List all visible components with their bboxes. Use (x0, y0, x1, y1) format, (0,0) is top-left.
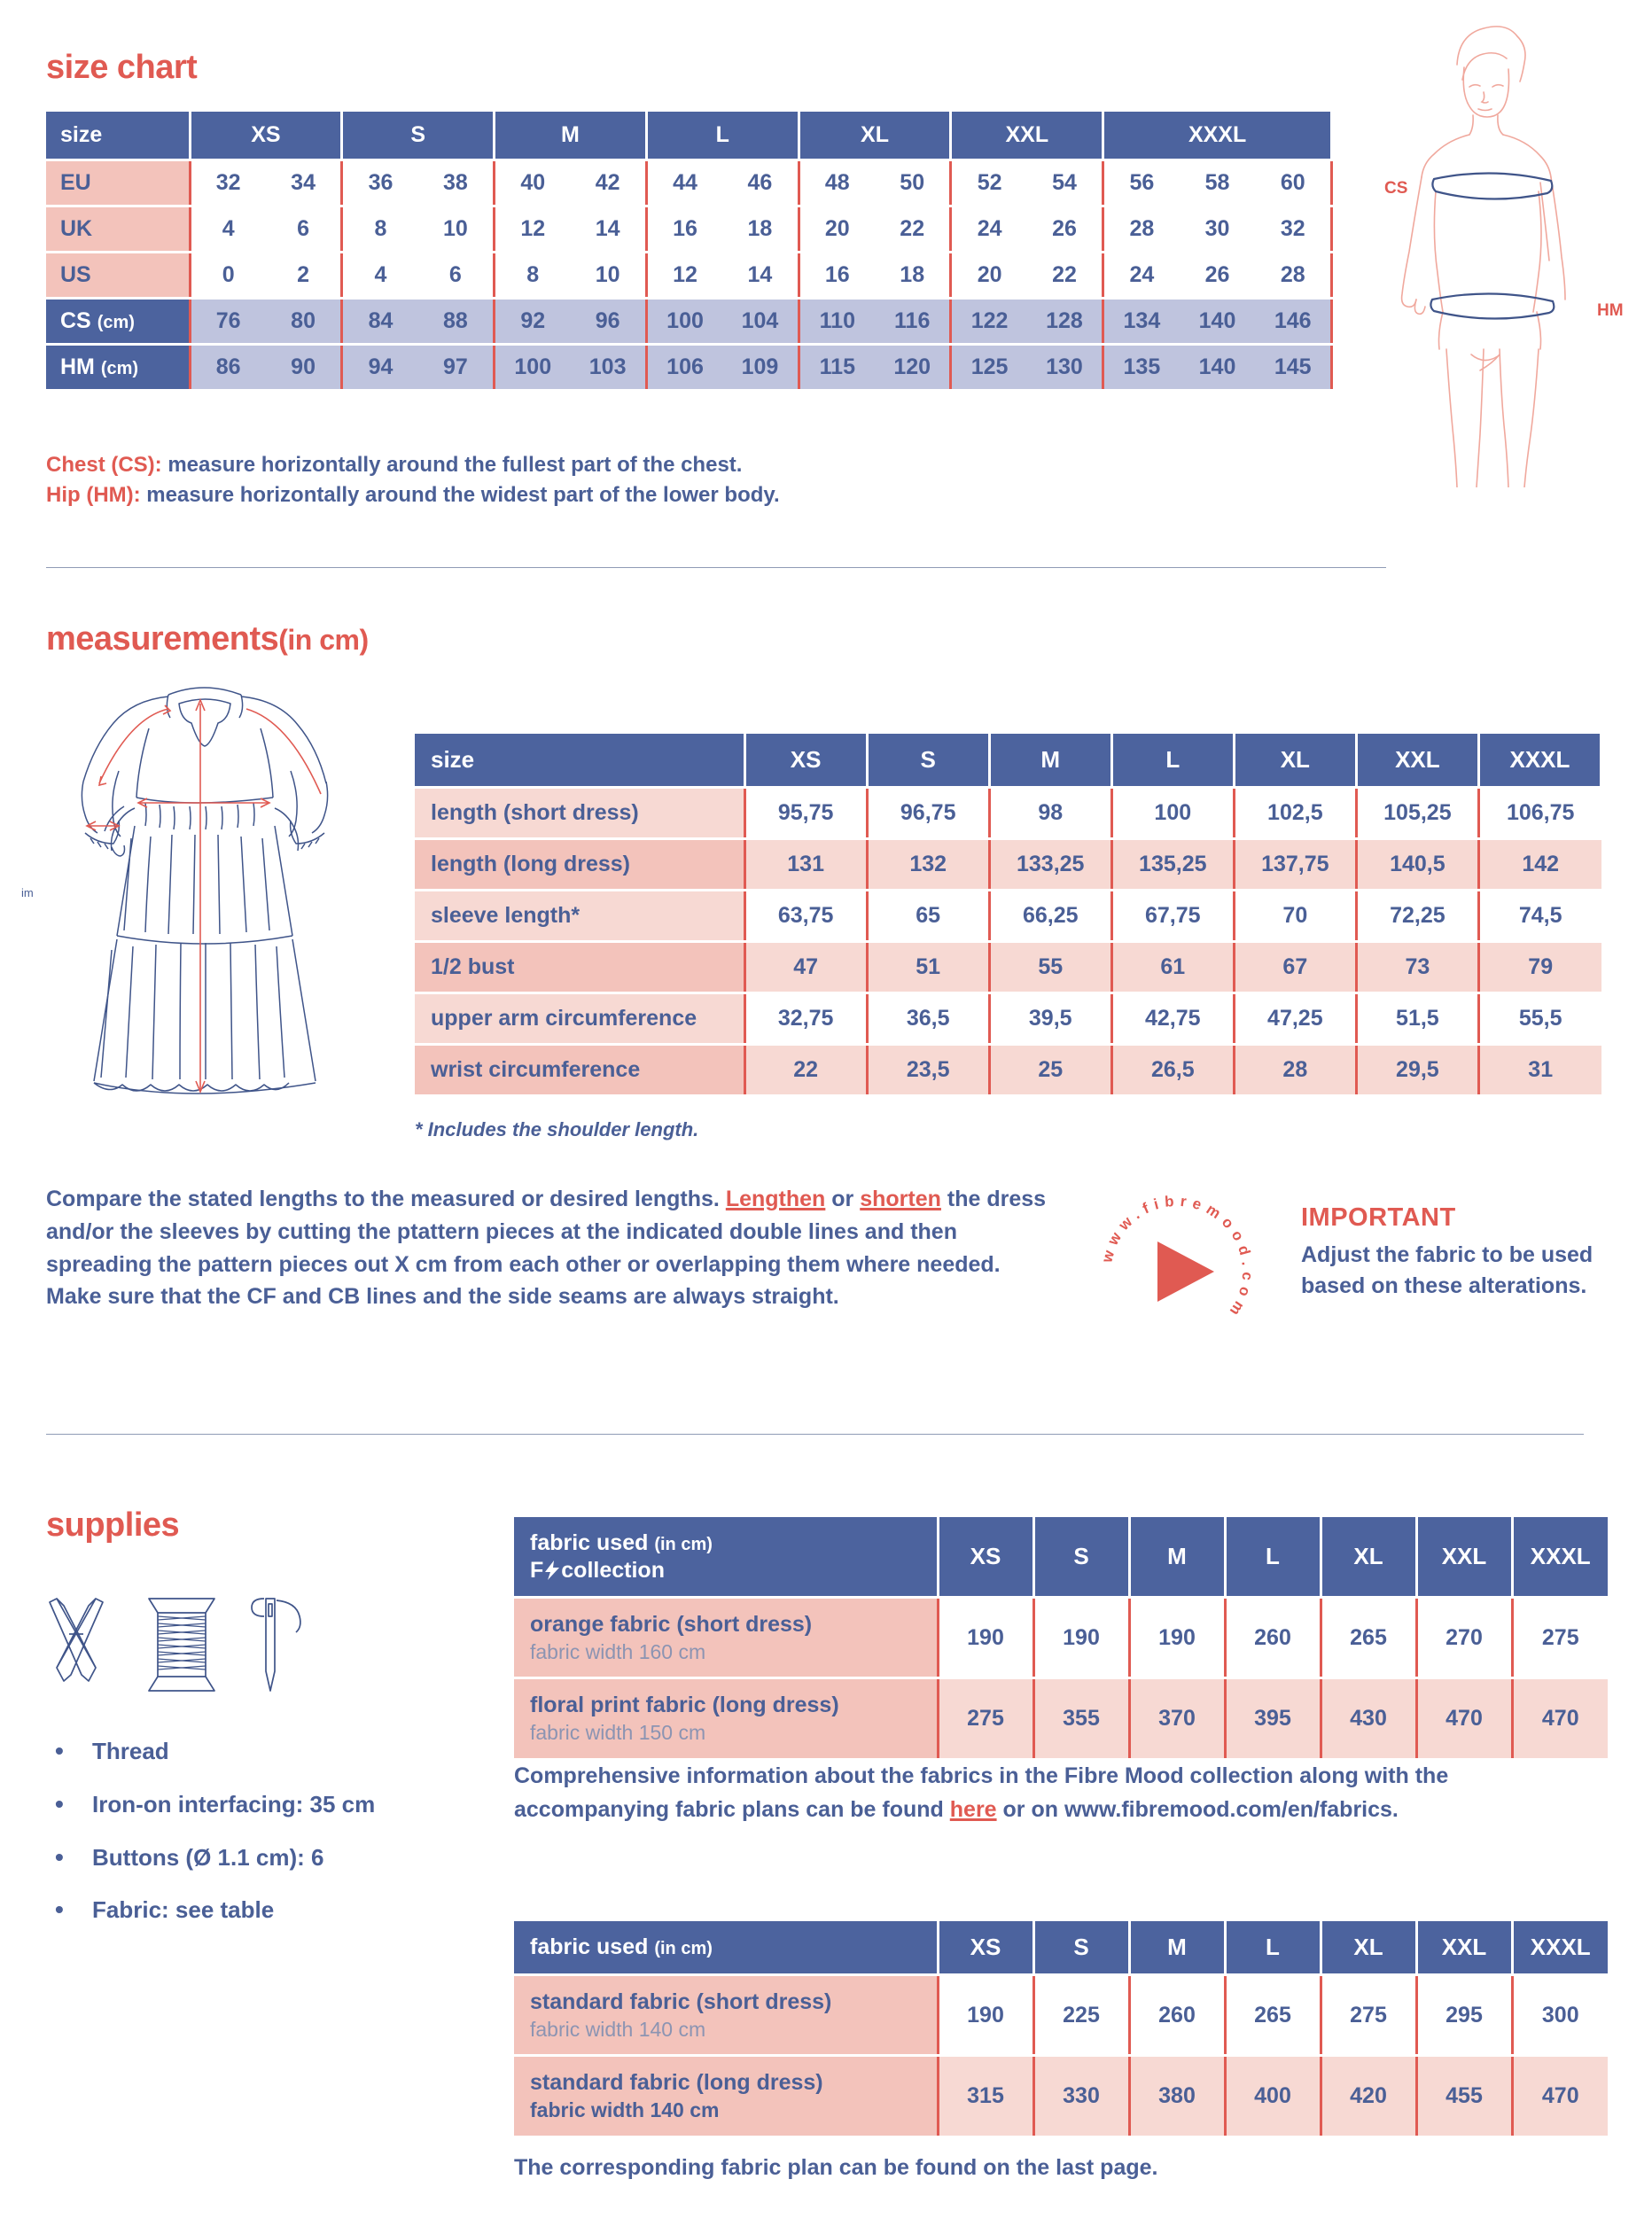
fabric-1-cell: 190 (1033, 1598, 1129, 1678)
measurement-cell: 31 (1478, 1045, 1601, 1095)
hip-note (46, 480, 780, 510)
chest-note-text: measure horizontally around the fullest part of the chest. (161, 453, 743, 477)
size-chart-size-header: size (46, 112, 190, 160)
important-body: Adjust the fabric to be used based on these alterations. (1301, 1242, 1594, 1298)
figure-label-hm: HM (1597, 301, 1624, 320)
measurement-cell: 47 (744, 942, 867, 993)
size-chart-cell: 28 (1103, 206, 1180, 253)
size-chart-body (46, 160, 1332, 390)
size-chart-cell: 115 (799, 345, 875, 390)
fabric-1-row-label: floral print fabric (long dress) fabric width 150 cm (514, 1678, 938, 1758)
fabric-2-cell: 315 (938, 2056, 1033, 2136)
measurement-cell: 132 (867, 839, 989, 891)
size-chart-cell: 2 (266, 253, 342, 299)
measurement-row-label: length (long dress) (415, 839, 744, 891)
measurements-col-xs: XS (744, 734, 867, 788)
size-chart-cell: 84 (342, 299, 418, 345)
measurements-body (415, 788, 1601, 1095)
size-chart-cell: 96 (570, 299, 646, 345)
size-chart-row-label-hm: HM (cm) (46, 345, 190, 390)
supplies-list (46, 1737, 418, 1949)
section-divider-1 (46, 567, 1386, 568)
size-chart-cell: 100 (646, 299, 722, 345)
fabric-used-label-2 (530, 1934, 937, 1961)
logo-url-text: www.fibremood.com (1098, 1192, 1257, 1324)
measurement-cell: 79 (1478, 942, 1601, 993)
measurements-size-header: size (415, 734, 744, 788)
fabric-table-2-title (514, 1921, 938, 1975)
size-chart-cell: 146 (1255, 299, 1331, 345)
fabric-used-text-2: fabric used (530, 1934, 655, 1960)
important-title: IMPORTANT (1301, 1203, 1456, 1232)
fabric-1-col-xxxl: XXXL (1512, 1517, 1608, 1598)
measurement-cell: 61 (1111, 942, 1234, 993)
size-chart-cell: 76 (190, 299, 266, 345)
table-row (46, 160, 1332, 206)
size-chart-row-label-cs: CS (cm) (46, 299, 190, 345)
size-chart-cell: 56 (1103, 160, 1180, 206)
size-chart-cell: 18 (875, 253, 951, 299)
size-chart-cell: 122 (951, 299, 1027, 345)
measurements-col-xxl: XXL (1356, 734, 1478, 788)
size-chart-col-xxl: XXL (951, 112, 1103, 160)
fabric-used-unit: (in cm) (654, 1535, 713, 1554)
measurement-cell: 32,75 (744, 993, 867, 1045)
size-chart-cell: 135 (1103, 345, 1180, 390)
chest-note-key: Chest (CS): (46, 453, 162, 477)
size-chart-cell: 100 (495, 345, 571, 390)
fabric-1-cell: 270 (1416, 1598, 1512, 1678)
supplies-list-item: • Thread (46, 1737, 418, 1767)
size-chart-cell: 12 (495, 206, 571, 253)
size-chart-cell: 128 (1027, 299, 1103, 345)
size-chart-cell: 32 (190, 160, 266, 206)
compare-text-1: Compare the stated lengths to the measured or desired lengths. (46, 1187, 726, 1211)
fabric-2-col-xxl: XXL (1416, 1921, 1512, 1975)
measurement-cell: 73 (1356, 942, 1478, 993)
measurement-cell: 67,75 (1111, 891, 1234, 942)
lengthen-link[interactable]: Lengthen (725, 1187, 826, 1211)
size-chart-col-l: L (646, 112, 799, 160)
size-chart-cell: 110 (799, 299, 875, 345)
measurements-heading-main: measurements (46, 620, 279, 658)
size-chart-cell: 125 (951, 345, 1027, 390)
body-measurement-figure (1365, 18, 1640, 487)
measurement-cell: 72,25 (1356, 891, 1478, 942)
size-chart-cell: 14 (722, 253, 799, 299)
sleeve-length-arrow (99, 709, 168, 783)
fabric-2-cell: 330 (1033, 2056, 1129, 2136)
size-chart-cell: 12 (646, 253, 722, 299)
measurement-cell: 65 (867, 891, 989, 942)
size-chart-cell: 26 (1027, 206, 1103, 253)
hip-note-key: Hip (HM): (46, 483, 141, 508)
size-chart-cell: 24 (951, 206, 1027, 253)
chest-measure-ellipse (1432, 173, 1552, 198)
size-chart-cell: 30 (1180, 206, 1256, 253)
size-chart-cell: 6 (266, 206, 342, 253)
fabric-used-table-standard (514, 1921, 1608, 2136)
measurement-cell: 39,5 (989, 993, 1111, 1045)
size-chart-row-label-eu: EU (46, 160, 190, 206)
measurements-col-xl: XL (1234, 734, 1356, 788)
size-chart-cell: 40 (495, 160, 571, 206)
fabric-1-cell: 470 (1416, 1678, 1512, 1758)
measurement-cell: 133,25 (989, 839, 1111, 891)
size-chart-cell: 10 (418, 206, 495, 253)
fabric-1-col-s: S (1033, 1517, 1129, 1598)
measurement-cell: 36,5 (867, 993, 989, 1045)
size-chart-section (46, 49, 1349, 389)
fabric-2-cell: 400 (1225, 2056, 1321, 2136)
fabric-1-col-l: L (1225, 1517, 1321, 1598)
fabric-used-unit-2: (in cm) (654, 1939, 713, 1959)
size-chart-cell: 52 (951, 160, 1027, 206)
fabric-1-cell: 275 (1512, 1598, 1608, 1678)
table-row (415, 788, 1601, 839)
table-row (514, 1598, 1608, 1678)
table-row (514, 2056, 1608, 2136)
fabric-1-cell: 395 (1225, 1678, 1321, 1758)
size-chart-cell: 32 (1255, 206, 1331, 253)
measurement-cell: 74,5 (1478, 891, 1601, 942)
size-chart-col-m: M (495, 112, 647, 160)
fm-collection-label (530, 1557, 937, 1584)
size-chart-cell: 90 (266, 345, 342, 390)
measurement-cell: 105,25 (1356, 788, 1478, 839)
measurement-row-label: sleeve length* (415, 891, 744, 942)
arm-arrow (246, 709, 321, 794)
size-chart-cell: 44 (646, 160, 722, 206)
measurement-row-label: length (short dress) (415, 788, 744, 839)
size-chart-cell: 4 (342, 253, 418, 299)
fabric-2-cell: 300 (1512, 1975, 1608, 2056)
fabric-table-2-body (514, 1975, 1608, 2136)
fabric-2-col-m: M (1129, 1921, 1225, 1975)
size-chart-cell: 0 (190, 253, 266, 299)
size-chart-cell: 60 (1255, 160, 1331, 206)
needle-and-thread-icon (252, 1599, 300, 1691)
measurements-heading-unit: (in cm) (278, 624, 369, 656)
size-chart-cell: 38 (418, 160, 495, 206)
fabric-1-cell: 190 (1129, 1598, 1225, 1678)
size-chart-cell: 116 (875, 299, 951, 345)
size-chart-cell: 6 (418, 253, 495, 299)
compare-lengths-paragraph (46, 1183, 1048, 1313)
fabric-2-col-xxxl: XXXL (1512, 1921, 1608, 1975)
size-chart-cell: 58 (1180, 160, 1256, 206)
size-chart-row-label-us: US (46, 253, 190, 299)
scissors-icon (50, 1599, 103, 1681)
table-row (46, 206, 1332, 253)
measurement-cell: 100 (1111, 788, 1234, 839)
size-chart-cell: 22 (875, 206, 951, 253)
size-chart-cell: 20 (951, 253, 1027, 299)
hip-measure-ellipse (1430, 293, 1554, 318)
size-chart-cell: 24 (1103, 253, 1180, 299)
measurement-row-label: wrist circumference (415, 1045, 744, 1095)
fabric-plan-note: The corresponding fabric plan can be found on the last page. (514, 2155, 1158, 2180)
measurements-col-l: L (1111, 734, 1234, 788)
measurement-cell: 26,5 (1111, 1045, 1234, 1095)
size-chart-cell: 36 (342, 160, 418, 206)
measurement-cell: 55 (989, 942, 1111, 993)
measurement-cell: 67 (1234, 942, 1356, 993)
fabric-1-cell: 430 (1321, 1678, 1416, 1758)
lightning-bolt-icon (543, 1560, 561, 1581)
fabric-2-col-l: L (1225, 1921, 1321, 1975)
size-chart-col-xl: XL (799, 112, 951, 160)
table-row (415, 993, 1601, 1045)
fabric-1-col-xxl: XXL (1416, 1517, 1512, 1598)
measurement-cell: 131 (744, 839, 867, 891)
measurements-heading (46, 620, 369, 658)
measurement-cell: 70 (1234, 891, 1356, 942)
measurement-cell: 47,25 (1234, 993, 1356, 1045)
shorten-link[interactable]: shorten (860, 1187, 941, 1211)
size-chart-cell: 16 (799, 253, 875, 299)
measurement-cell: 102,5 (1234, 788, 1356, 839)
play-triangle-icon[interactable] (1157, 1241, 1214, 1302)
fabric-table-1-head (514, 1517, 1608, 1598)
measurement-cell: 29,5 (1356, 1045, 1478, 1095)
size-chart-cell: 145 (1255, 345, 1331, 390)
fabric-2-cell: 420 (1321, 2056, 1416, 2136)
supplies-list-item: • Fabric: see table (46, 1895, 418, 1926)
compare-text-3: the dress and/or the sleeves by cutting the ptattern pieces at the indicated double lines and then spreading the pattern pieces out X cm from each other or overlapping them where needed. Make sure that the CF and CB lines and the side seams are always straight. (46, 1187, 1047, 1310)
size-chart-cell: 88 (418, 299, 495, 345)
measurement-cell: 135,25 (1111, 839, 1234, 891)
size-chart-cell: 104 (722, 299, 799, 345)
fabric-1-cell: 355 (1033, 1678, 1129, 1758)
dress-line-drawing-icon (35, 673, 408, 1152)
fabric-info-text-2: or on www.fibremood.com/en/fabrics. (996, 1796, 1399, 1822)
table-row (415, 839, 1601, 891)
size-chart-cell: 4 (190, 206, 266, 253)
supplies-list-item: • Iron-on interfacing: 35 cm (46, 1790, 418, 1820)
size-chart-cell: 26 (1180, 253, 1256, 299)
measurements-col-m: M (989, 734, 1111, 788)
size-chart-cell: 109 (722, 345, 799, 390)
fibremood-circular-logo-icon (1088, 1183, 1266, 1360)
size-chart-cell: 8 (495, 253, 571, 299)
measurement-cell: 51 (867, 942, 989, 993)
size-chart-cell: 94 (342, 345, 418, 390)
dress-side-label: im (21, 886, 34, 899)
supplies-icon-row (43, 1595, 344, 1697)
supplies-heading: supplies (46, 1506, 180, 1544)
fabric-2-cell: 380 (1129, 2056, 1225, 2136)
fabric-info-paragraph (514, 1760, 1560, 1826)
size-chart-cell: 92 (495, 299, 571, 345)
fabric-table-1-title (514, 1517, 938, 1598)
size-chart-cell: 8 (342, 206, 418, 253)
hip-note-text: measure horizontally around the widest part of the lower body. (140, 483, 780, 508)
size-chart-cell: 54 (1027, 160, 1103, 206)
size-chart-cell: 42 (570, 160, 646, 206)
compare-text-2: or (825, 1187, 861, 1211)
measurement-cell: 106,75 (1478, 788, 1601, 839)
table-header-row (514, 1921, 1608, 1975)
size-chart-cell: 103 (570, 345, 646, 390)
table-row (415, 942, 1601, 993)
fabric-1-cell: 275 (938, 1678, 1033, 1758)
fabric-1-cell: 370 (1129, 1678, 1225, 1758)
fabric-1-col-xs: XS (938, 1517, 1033, 1598)
fabric-1-col-m: M (1129, 1517, 1225, 1598)
fabric-2-cell: 455 (1416, 2056, 1512, 2136)
fabric-1-cell: 260 (1225, 1598, 1321, 1678)
figure-label-cs: CS (1384, 179, 1408, 198)
measurements-col-s: S (867, 734, 989, 788)
size-chart-cell: 106 (646, 345, 722, 390)
measurements-col-xxxl: XXXL (1478, 734, 1601, 788)
fabric-2-col-s: S (1033, 1921, 1129, 1975)
fabric-1-cell: 265 (1321, 1598, 1416, 1678)
fabric-2-cell: 470 (1512, 2056, 1608, 2136)
measurement-cell: 95,75 (744, 788, 867, 839)
table-row (46, 345, 1332, 390)
size-chart-cell: 130 (1027, 345, 1103, 390)
fabric-2-cell: 295 (1416, 1975, 1512, 2056)
size-chart-cell: 14 (570, 206, 646, 253)
fabric-2-cell: 260 (1129, 1975, 1225, 2056)
measurements-footnote: * Includes the shoulder length. (415, 1118, 699, 1140)
size-chart-cell: 16 (646, 206, 722, 253)
measurements-table (415, 734, 1602, 1094)
female-body-outline-icon (1365, 18, 1640, 487)
fm-suffix: collection (561, 1557, 665, 1583)
measurement-row-label: upper arm circumference (415, 993, 744, 1045)
size-chart-cell: 120 (875, 345, 951, 390)
fabric-2-col-xs: XS (938, 1921, 1033, 1975)
fm-prefix: F (530, 1557, 544, 1583)
table-header-row (514, 1517, 1608, 1598)
size-chart-cell: 34 (266, 160, 342, 206)
size-chart-cell: 10 (570, 253, 646, 299)
measurement-notes (46, 450, 780, 510)
fabric-info-text-1: Comprehensive information about the fabrics in the Fibre Mood collection along with the accompanying fabric plans can be found (514, 1763, 1449, 1822)
size-chart-col-xs: XS (190, 112, 342, 160)
table-header-row (415, 734, 1601, 788)
dress-technical-drawing (35, 673, 408, 1152)
measurement-cell: 96,75 (867, 788, 989, 839)
fabric-1-cell: 470 (1512, 1678, 1608, 1758)
fabric-table-2-head (514, 1921, 1608, 1975)
size-chart-cell: 86 (190, 345, 266, 390)
fabric-2-col-xl: XL (1321, 1921, 1416, 1975)
table-row (514, 1975, 1608, 2056)
fabric-2-cell: 225 (1033, 1975, 1129, 2056)
section-divider-2 (46, 1434, 1584, 1435)
measurement-cell: 98 (989, 788, 1111, 839)
fabric-1-row-label: orange fabric (short dress) fabric width 160 cm (514, 1598, 938, 1678)
thread-spool-icon (149, 1599, 214, 1691)
measurement-cell: 66,25 (989, 891, 1111, 942)
fabric-2-cell: 190 (938, 1975, 1033, 2056)
size-chart-cell: 18 (722, 206, 799, 253)
fabric-2-row-label: standard fabric (short dress) fabric width 140 cm (514, 1975, 938, 2056)
measurement-cell: 28 (1234, 1045, 1356, 1095)
fabric-1-cell: 190 (938, 1598, 1033, 1678)
table-row (46, 253, 1332, 299)
measurements-head (415, 734, 1601, 788)
size-chart-cell: 20 (799, 206, 875, 253)
measurement-cell: 142 (1478, 839, 1601, 891)
fabric-1-col-xl: XL (1321, 1517, 1416, 1598)
measurement-cell: 55,5 (1478, 993, 1601, 1045)
measurement-cell: 63,75 (744, 891, 867, 942)
size-chart-cell: 140 (1180, 299, 1256, 345)
size-chart-cell: 140 (1180, 345, 1256, 390)
fabric-2-cell: 275 (1321, 1975, 1416, 2056)
important-note-block (1301, 1203, 1611, 1301)
size-chart-col-xxxl: XXXL (1103, 112, 1332, 160)
size-chart-cell: 97 (418, 345, 495, 390)
measurement-cell: 140,5 (1356, 839, 1478, 891)
fabric-2-cell: 265 (1225, 1975, 1321, 2056)
fabric-table-1-body (514, 1598, 1608, 1758)
measurement-cell: 22 (744, 1045, 867, 1095)
measurement-cell: 137,75 (1234, 839, 1356, 891)
fabric-2-row-label: standard fabric (long dress) fabric width 140 cm (514, 2056, 938, 2136)
table-header-row (46, 112, 1332, 160)
size-chart-cell: 50 (875, 160, 951, 206)
size-chart-table (46, 112, 1333, 389)
size-chart-row-label-uk: UK (46, 206, 190, 253)
fabric-used-table-collection (514, 1517, 1608, 1758)
size-chart-cell: 134 (1103, 299, 1180, 345)
size-chart-cell: 80 (266, 299, 342, 345)
table-row (415, 891, 1601, 942)
chest-note (46, 450, 780, 480)
supplies-list-item: • Buttons (Ø 1.1 cm): 6 (46, 1843, 418, 1873)
table-row (415, 1045, 1601, 1095)
measurement-cell: 42,75 (1111, 993, 1234, 1045)
size-chart-cell: 46 (722, 160, 799, 206)
size-chart-head (46, 112, 1332, 160)
measurement-cell: 23,5 (867, 1045, 989, 1095)
size-chart-cell: 48 (799, 160, 875, 206)
measurement-cell: 25 (989, 1045, 1111, 1095)
fibremood-logo[interactable] (1088, 1183, 1266, 1360)
table-row (514, 1678, 1608, 1758)
size-chart-col-s: S (342, 112, 495, 160)
size-chart-heading: size chart (46, 49, 198, 86)
fabric-used-label (530, 1529, 937, 1557)
fabric-used-text: fabric used (530, 1530, 655, 1555)
size-chart-cell: 28 (1255, 253, 1331, 299)
here-link[interactable]: here (949, 1796, 997, 1822)
table-row (46, 299, 1332, 345)
measurement-row-label: 1/2 bust (415, 942, 744, 993)
measurement-cell: 51,5 (1356, 993, 1478, 1045)
size-chart-cell: 22 (1027, 253, 1103, 299)
